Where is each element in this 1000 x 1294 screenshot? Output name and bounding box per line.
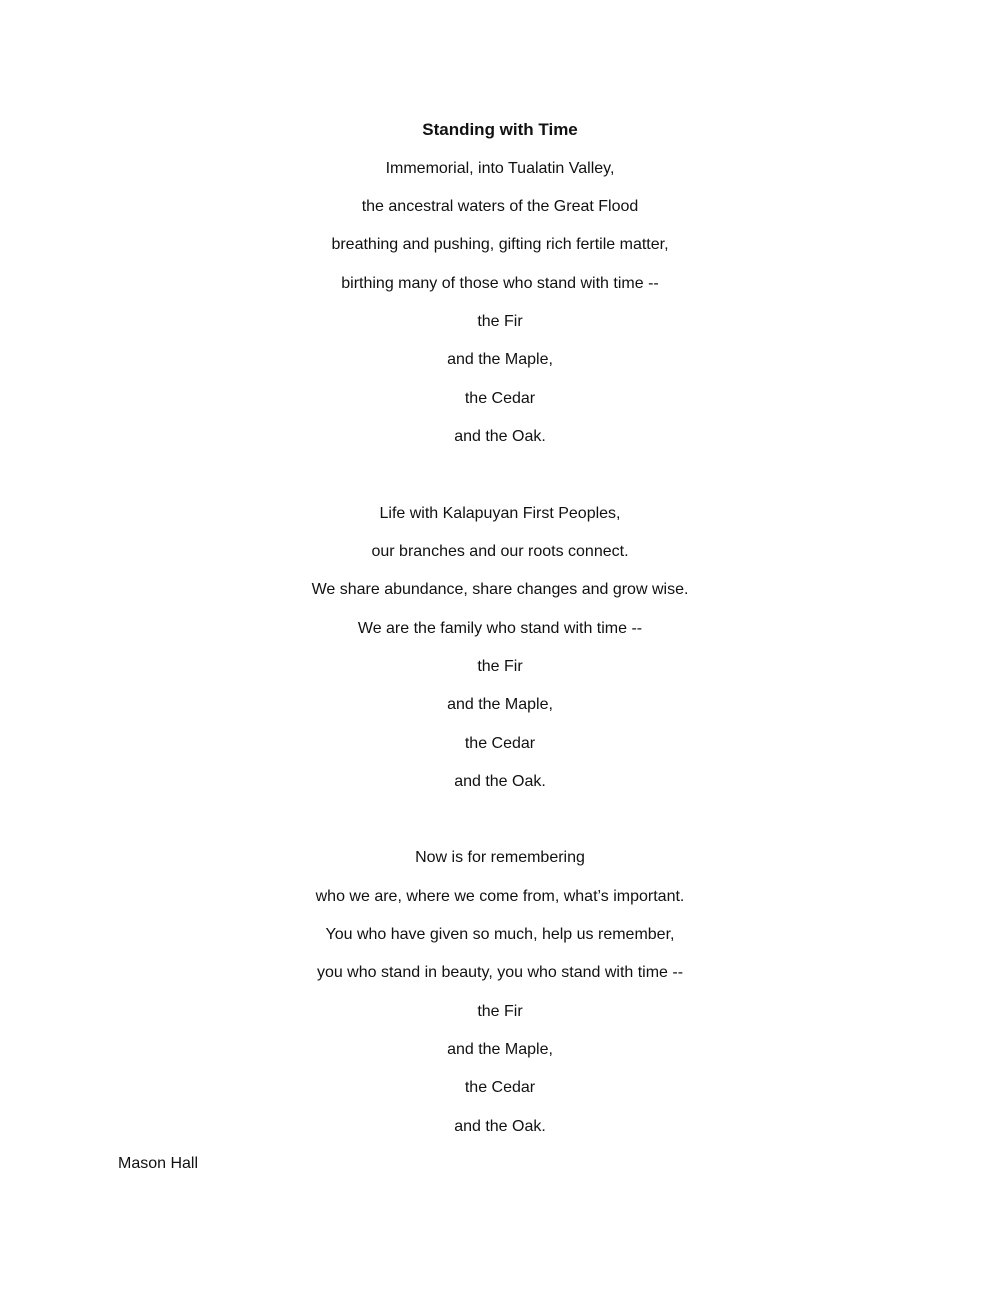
- stanza-1-line-3: breathing and pushing, gifting rich fertile matter,: [331, 236, 669, 253]
- poem-title: Standing with Time: [422, 120, 578, 139]
- stanza-3-line-8: and the Oak.: [454, 1118, 546, 1135]
- stanza-2-line-7: the Cedar: [464, 735, 536, 752]
- stanza-3-line-1: Now is for remembering: [415, 849, 585, 866]
- stanza-3-line-2: who we are, where we come from, what’s important.: [315, 888, 685, 905]
- stanza-3-line-6: and the Maple,: [447, 1041, 553, 1058]
- stanza-2-line-6: and the Maple,: [447, 696, 553, 713]
- stanza-2-line-5: the Fir: [477, 658, 523, 675]
- stanza-2-line-1: Life with Kalapuyan First Peoples,: [379, 505, 621, 522]
- stanza-1-line-7: the Cedar: [464, 390, 536, 407]
- author-name: Mason Hall: [118, 1155, 199, 1172]
- stanza-1-line-8: and the Oak.: [454, 428, 546, 445]
- stanza-2-line-3: We share abundance, share changes and grow wise.: [311, 581, 689, 598]
- stanza-1-line-2: the ancestral waters of the Great Flood: [361, 198, 639, 215]
- stanza-3-line-3: You who have given so much, help us remember,: [325, 926, 675, 943]
- stanza-2-line-2: our branches and our roots connect.: [371, 543, 629, 560]
- stanza-1-line-4: birthing many of those who stand with time --: [341, 275, 659, 292]
- stanza-1-line-5: the Fir: [477, 313, 523, 330]
- stanza-2-line-8: and the Oak.: [454, 773, 546, 790]
- stanza-2-line-4: We are the family who stand with time --: [357, 620, 643, 637]
- stanza-3-line-4: you who stand in beauty, you who stand with time --: [316, 964, 684, 981]
- stanza-3-line-7: the Cedar: [464, 1079, 536, 1096]
- stanza-3-line-5: the Fir: [477, 1003, 523, 1020]
- stanza-1-line-6: and the Maple,: [447, 351, 553, 368]
- stanza-1-line-1: Immemorial, into Tualatin Valley,: [385, 160, 615, 177]
